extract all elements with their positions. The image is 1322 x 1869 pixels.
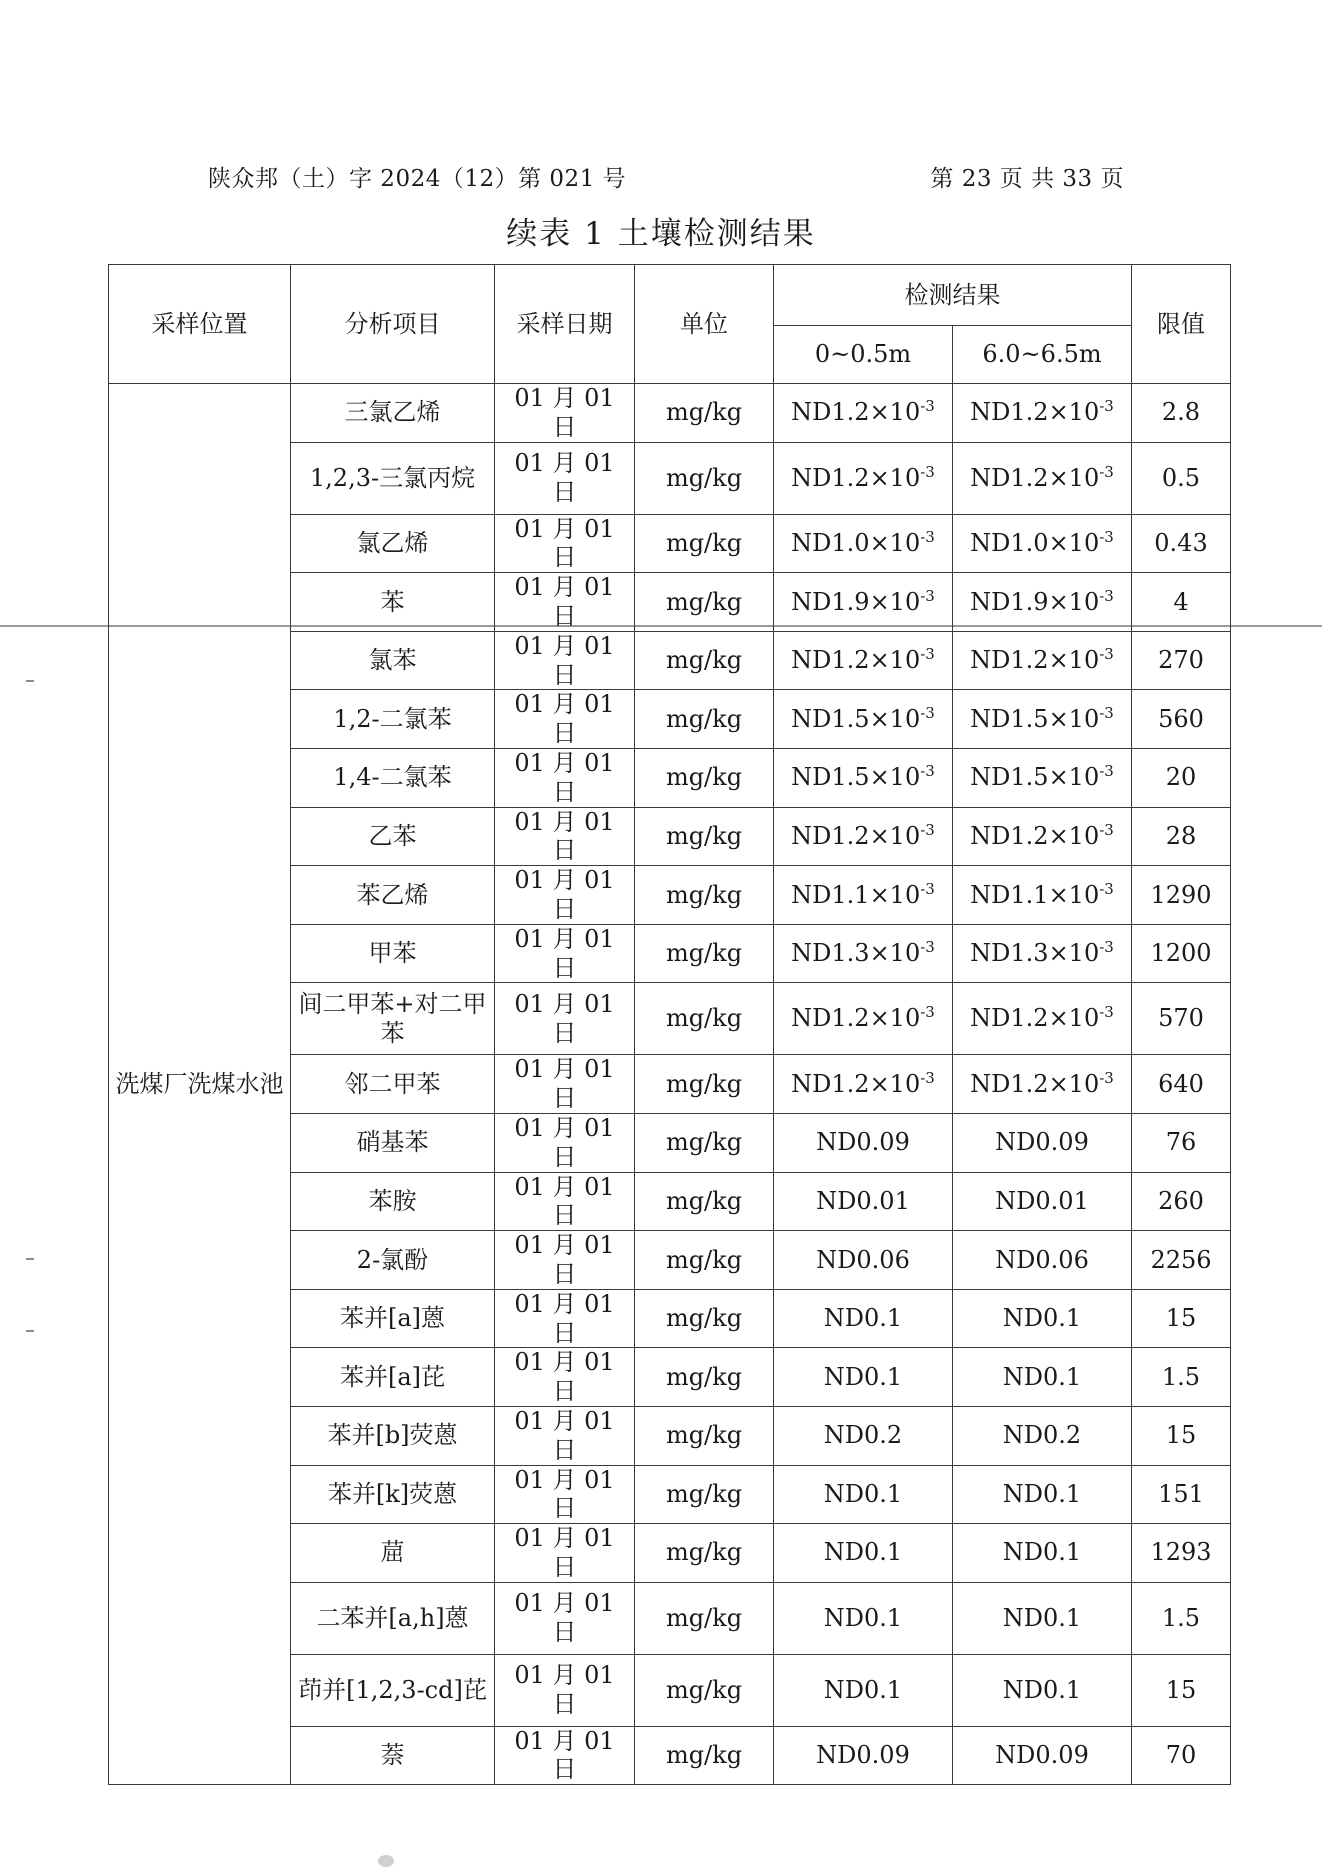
analysis-item-cell: 苯 xyxy=(291,573,495,632)
analysis-item-cell: 苯乙烯 xyxy=(291,866,495,925)
result-exponent: -3 xyxy=(1099,762,1114,781)
result-value: ND0.1 xyxy=(1002,1675,1082,1704)
result-depth-2-cell xyxy=(953,1406,1132,1465)
limit-cell: 15 xyxy=(1132,1289,1231,1348)
result-depth-1-cell xyxy=(774,690,953,749)
analysis-item-cell: 氯乙烯 xyxy=(291,514,495,573)
result-value: ND1.5×10 xyxy=(791,704,921,733)
unit-cell: mg/kg xyxy=(635,924,774,983)
result-depth-1-cell xyxy=(774,1524,953,1583)
result-exponent: -3 xyxy=(920,879,935,898)
col-header-depth-2: 6.0~6.5m xyxy=(953,326,1132,384)
result-depth-2-cell xyxy=(953,514,1132,573)
result-value: ND1.2×10 xyxy=(970,821,1100,850)
sample-date-cell: 01 月 01 日 xyxy=(495,1582,635,1654)
unit-cell: mg/kg xyxy=(635,573,774,632)
analysis-item-cell: 甲苯 xyxy=(291,924,495,983)
result-exponent: -3 xyxy=(920,762,935,781)
result-value: ND1.0×10 xyxy=(791,528,921,557)
unit-cell: mg/kg xyxy=(635,1582,774,1654)
result-exponent: -3 xyxy=(920,938,935,957)
result-exponent: -3 xyxy=(920,1003,935,1022)
limit-cell: 15 xyxy=(1132,1654,1231,1726)
result-depth-1-cell xyxy=(774,1172,953,1231)
sample-date-cell: 01 月 01 日 xyxy=(495,384,635,443)
col-header-depth-1: 0~0.5m xyxy=(774,326,953,384)
analysis-item-cell: 1,4-二氯苯 xyxy=(291,748,495,807)
analysis-item-cell: 茚并[1,2,3-cd]芘 xyxy=(291,1654,495,1726)
unit-cell: mg/kg xyxy=(635,690,774,749)
result-value: ND0.1 xyxy=(823,1538,903,1567)
result-exponent: -3 xyxy=(1099,527,1114,546)
unit-cell: mg/kg xyxy=(635,1406,774,1465)
limit-cell: 1.5 xyxy=(1132,1582,1231,1654)
limit-cell: 28 xyxy=(1132,807,1231,866)
result-value: ND0.09 xyxy=(816,1741,910,1770)
col-header-item: 分析项目 xyxy=(291,265,495,384)
limit-cell: 15 xyxy=(1132,1406,1231,1465)
result-value: ND0.1 xyxy=(823,1603,903,1632)
result-depth-1-cell xyxy=(774,1726,953,1785)
sample-date-cell: 01 月 01 日 xyxy=(495,924,635,983)
result-value: ND1.2×10 xyxy=(791,1004,921,1033)
result-value: ND0.1 xyxy=(823,1304,903,1333)
result-depth-2-cell xyxy=(953,1172,1132,1231)
result-value: ND0.01 xyxy=(995,1186,1089,1215)
sample-date-cell: 01 月 01 日 xyxy=(495,1726,635,1785)
unit-cell: mg/kg xyxy=(635,748,774,807)
unit-cell: mg/kg xyxy=(635,983,774,1055)
result-exponent: -3 xyxy=(920,645,935,664)
analysis-item-cell: 萘 xyxy=(291,1726,495,1785)
sample-location-cell: 洗煤厂洗煤水池 xyxy=(109,384,291,1785)
result-value: ND0.1 xyxy=(823,1362,903,1391)
result-exponent: -3 xyxy=(920,397,935,416)
unit-cell: mg/kg xyxy=(635,514,774,573)
result-exponent: -3 xyxy=(1099,879,1114,898)
scan-artifact-tick xyxy=(26,1258,34,1260)
result-depth-2-cell xyxy=(953,1348,1132,1407)
result-depth-2-cell xyxy=(953,924,1132,983)
result-value: ND1.2×10 xyxy=(791,821,921,850)
result-value: ND1.1×10 xyxy=(791,880,921,909)
limit-cell: 0.5 xyxy=(1132,442,1231,514)
result-exponent: -3 xyxy=(1099,820,1114,839)
scan-artifact-speck xyxy=(378,1855,394,1867)
analysis-item-cell: 苯胺 xyxy=(291,1172,495,1231)
sample-date-cell: 01 月 01 日 xyxy=(495,1289,635,1348)
result-value: ND1.1×10 xyxy=(970,880,1100,909)
result-value: ND0.1 xyxy=(823,1479,903,1508)
result-depth-2-cell xyxy=(953,1289,1132,1348)
result-value: ND0.1 xyxy=(1002,1362,1082,1391)
unit-cell: mg/kg xyxy=(635,1172,774,1231)
result-value: ND0.09 xyxy=(995,1741,1089,1770)
result-exponent: -3 xyxy=(920,586,935,605)
result-depth-2-cell xyxy=(953,442,1132,514)
result-depth-1-cell xyxy=(774,514,953,573)
result-exponent: -3 xyxy=(1099,703,1114,722)
sample-date-cell: 01 月 01 日 xyxy=(495,1406,635,1465)
result-value: ND1.9×10 xyxy=(791,587,921,616)
result-depth-2-cell xyxy=(953,1055,1132,1114)
result-value: ND1.2×10 xyxy=(791,463,921,492)
sample-date-cell: 01 月 01 日 xyxy=(495,1055,635,1114)
unit-cell: mg/kg xyxy=(635,631,774,690)
limit-cell: 270 xyxy=(1132,631,1231,690)
limit-cell: 20 xyxy=(1132,748,1231,807)
unit-cell: mg/kg xyxy=(635,1654,774,1726)
result-value: ND0.1 xyxy=(1002,1479,1082,1508)
result-value: ND0.2 xyxy=(1002,1421,1082,1450)
result-value: ND0.06 xyxy=(995,1245,1089,1274)
result-value: ND0.1 xyxy=(1002,1304,1082,1333)
analysis-item-cell: 2-氯酚 xyxy=(291,1231,495,1290)
result-value: ND0.2 xyxy=(823,1421,903,1450)
limit-cell: 2256 xyxy=(1132,1231,1231,1290)
limit-cell: 0.43 xyxy=(1132,514,1231,573)
results-body xyxy=(109,384,1231,1785)
analysis-item-cell: 苯并[b]荧蒽 xyxy=(291,1406,495,1465)
result-value: ND1.2×10 xyxy=(791,1069,921,1098)
result-depth-2-cell xyxy=(953,866,1132,925)
result-depth-2-cell xyxy=(953,1465,1132,1524)
sample-date-cell: 01 月 01 日 xyxy=(495,514,635,573)
result-value: ND1.2×10 xyxy=(970,1004,1100,1033)
result-value: ND1.2×10 xyxy=(970,398,1100,427)
col-header-location: 采样位置 xyxy=(109,265,291,384)
sample-date-cell: 01 月 01 日 xyxy=(495,748,635,807)
limit-cell: 260 xyxy=(1132,1172,1231,1231)
sample-date-cell: 01 月 01 日 xyxy=(495,983,635,1055)
result-depth-1-cell xyxy=(774,1113,953,1172)
result-exponent: -3 xyxy=(1099,938,1114,957)
limit-cell: 640 xyxy=(1132,1055,1231,1114)
analysis-item-cell: 1,2-二氯苯 xyxy=(291,690,495,749)
limit-cell: 1293 xyxy=(1132,1524,1231,1583)
unit-cell: mg/kg xyxy=(635,1231,774,1290)
analysis-item-cell: 乙苯 xyxy=(291,807,495,866)
result-exponent: -3 xyxy=(920,703,935,722)
sample-date-cell: 01 月 01 日 xyxy=(495,1524,635,1583)
unit-cell: mg/kg xyxy=(635,1524,774,1583)
result-depth-2-cell xyxy=(953,384,1132,443)
result-value: ND1.5×10 xyxy=(791,763,921,792)
limit-cell: 1290 xyxy=(1132,866,1231,925)
result-value: ND1.3×10 xyxy=(970,939,1100,968)
result-value: ND0.1 xyxy=(1002,1603,1082,1632)
unit-cell: mg/kg xyxy=(635,866,774,925)
result-depth-1-cell xyxy=(774,1231,953,1290)
page-header xyxy=(208,160,1124,193)
result-depth-1-cell xyxy=(774,807,953,866)
limit-cell: 570 xyxy=(1132,983,1231,1055)
result-value: ND0.06 xyxy=(816,1245,910,1274)
analysis-item-cell: 苯并[k]荧蒽 xyxy=(291,1465,495,1524)
sample-date-cell: 01 月 01 日 xyxy=(495,442,635,514)
result-value: ND1.2×10 xyxy=(970,646,1100,675)
result-value: ND1.2×10 xyxy=(970,1069,1100,1098)
result-value: ND1.2×10 xyxy=(970,463,1100,492)
limit-cell: 560 xyxy=(1132,690,1231,749)
unit-cell: mg/kg xyxy=(635,807,774,866)
unit-cell: mg/kg xyxy=(635,384,774,443)
unit-cell: mg/kg xyxy=(635,1113,774,1172)
result-depth-1-cell xyxy=(774,1465,953,1524)
sample-date-cell: 01 月 01 日 xyxy=(495,866,635,925)
result-exponent: -3 xyxy=(1099,645,1114,664)
scan-artifact-tick xyxy=(26,1330,34,1332)
result-depth-1-cell xyxy=(774,1406,953,1465)
result-depth-1-cell xyxy=(774,1582,953,1654)
result-depth-2-cell xyxy=(953,983,1132,1055)
analysis-item-cell: 䓛 xyxy=(291,1524,495,1583)
result-value: ND0.1 xyxy=(1002,1538,1082,1567)
result-exponent: -3 xyxy=(1099,586,1114,605)
result-exponent: -3 xyxy=(1099,1003,1114,1022)
sample-date-cell: 01 月 01 日 xyxy=(495,1465,635,1524)
result-value: ND0.01 xyxy=(816,1186,910,1215)
result-depth-2-cell xyxy=(953,748,1132,807)
result-depth-2-cell xyxy=(953,1582,1132,1654)
result-value: ND0.09 xyxy=(995,1128,1089,1157)
result-value: ND1.3×10 xyxy=(791,939,921,968)
table-row xyxy=(109,384,1231,443)
report-number: 陕众邦（土）字 2024（12）第 021 号 xyxy=(208,166,627,192)
result-depth-2-cell xyxy=(953,1113,1132,1172)
result-depth-1-cell xyxy=(774,1348,953,1407)
result-value: ND0.09 xyxy=(816,1128,910,1157)
result-depth-1-cell xyxy=(774,442,953,514)
result-depth-1-cell xyxy=(774,1289,953,1348)
limit-cell: 1200 xyxy=(1132,924,1231,983)
analysis-item-cell: 苯并[a]蒽 xyxy=(291,1289,495,1348)
sample-date-cell: 01 月 01 日 xyxy=(495,690,635,749)
analysis-item-cell: 氯苯 xyxy=(291,631,495,690)
page-info: 第 23 页 共 33 页 xyxy=(930,166,1124,192)
results-table xyxy=(108,264,1231,1785)
sample-date-cell: 01 月 01 日 xyxy=(495,1231,635,1290)
unit-cell: mg/kg xyxy=(635,1465,774,1524)
result-depth-2-cell xyxy=(953,631,1132,690)
result-depth-1-cell xyxy=(774,866,953,925)
unit-cell: mg/kg xyxy=(635,1726,774,1785)
limit-cell: 151 xyxy=(1132,1465,1231,1524)
unit-cell: mg/kg xyxy=(635,1348,774,1407)
analysis-item-cell: 邻二甲苯 xyxy=(291,1055,495,1114)
limit-cell: 76 xyxy=(1132,1113,1231,1172)
result-depth-2-cell xyxy=(953,1726,1132,1785)
analysis-item-cell: 硝基苯 xyxy=(291,1113,495,1172)
unit-cell: mg/kg xyxy=(635,442,774,514)
sample-date-cell: 01 月 01 日 xyxy=(495,1348,635,1407)
limit-cell: 4 xyxy=(1132,573,1231,632)
result-value: ND1.0×10 xyxy=(970,528,1100,557)
result-value: ND0.1 xyxy=(823,1675,903,1704)
result-depth-1-cell xyxy=(774,573,953,632)
result-exponent: -3 xyxy=(920,820,935,839)
limit-cell: 70 xyxy=(1132,1726,1231,1785)
result-depth-2-cell xyxy=(953,1231,1132,1290)
col-header-results: 检测结果 xyxy=(774,265,1132,326)
result-depth-1-cell xyxy=(774,1654,953,1726)
col-header-date: 采样日期 xyxy=(495,265,635,384)
result-exponent: -3 xyxy=(1099,1068,1114,1087)
col-header-limit: 限值 xyxy=(1132,265,1231,384)
analysis-item-cell: 苯并[a]芘 xyxy=(291,1348,495,1407)
analysis-item-cell: 二苯并[a,h]蒽 xyxy=(291,1582,495,1654)
result-value: ND1.5×10 xyxy=(970,704,1100,733)
result-depth-1-cell xyxy=(774,983,953,1055)
scan-artifact-tick xyxy=(26,680,34,682)
result-depth-2-cell xyxy=(953,807,1132,866)
result-depth-2-cell xyxy=(953,690,1132,749)
sample-date-cell: 01 月 01 日 xyxy=(495,807,635,866)
unit-cell: mg/kg xyxy=(635,1289,774,1348)
sample-date-cell: 01 月 01 日 xyxy=(495,573,635,632)
unit-cell: mg/kg xyxy=(635,1055,774,1114)
result-exponent: -3 xyxy=(1099,462,1114,481)
result-depth-1-cell xyxy=(774,384,953,443)
table-title: 续表 1 土壤检测结果 xyxy=(506,216,816,252)
sample-date-cell: 01 月 01 日 xyxy=(495,1113,635,1172)
result-depth-1-cell xyxy=(774,631,953,690)
result-value: ND1.2×10 xyxy=(791,646,921,675)
analysis-item-cell: 1,2,3-三氯丙烷 xyxy=(291,442,495,514)
result-value: ND1.9×10 xyxy=(970,587,1100,616)
result-depth-1-cell xyxy=(774,748,953,807)
result-depth-2-cell xyxy=(953,1524,1132,1583)
sample-date-cell: 01 月 01 日 xyxy=(495,631,635,690)
limit-cell: 2.8 xyxy=(1132,384,1231,443)
limit-cell: 1.5 xyxy=(1132,1348,1231,1407)
header-row xyxy=(109,265,1231,326)
result-depth-1-cell xyxy=(774,924,953,983)
result-depth-2-cell xyxy=(953,573,1132,632)
sample-date-cell: 01 月 01 日 xyxy=(495,1172,635,1231)
result-depth-1-cell xyxy=(774,1055,953,1114)
col-header-unit: 单位 xyxy=(635,265,774,384)
result-exponent: -3 xyxy=(1099,397,1114,416)
result-exponent: -3 xyxy=(920,527,935,546)
result-exponent: -3 xyxy=(920,462,935,481)
result-value: ND1.2×10 xyxy=(791,398,921,427)
result-value: ND1.5×10 xyxy=(970,763,1100,792)
sample-date-cell: 01 月 01 日 xyxy=(495,1654,635,1726)
result-exponent: -3 xyxy=(920,1068,935,1087)
result-depth-2-cell xyxy=(953,1654,1132,1726)
analysis-item-cell: 间二甲苯+对二甲苯 xyxy=(291,983,495,1055)
analysis-item-cell: 三氯乙烯 xyxy=(291,384,495,443)
